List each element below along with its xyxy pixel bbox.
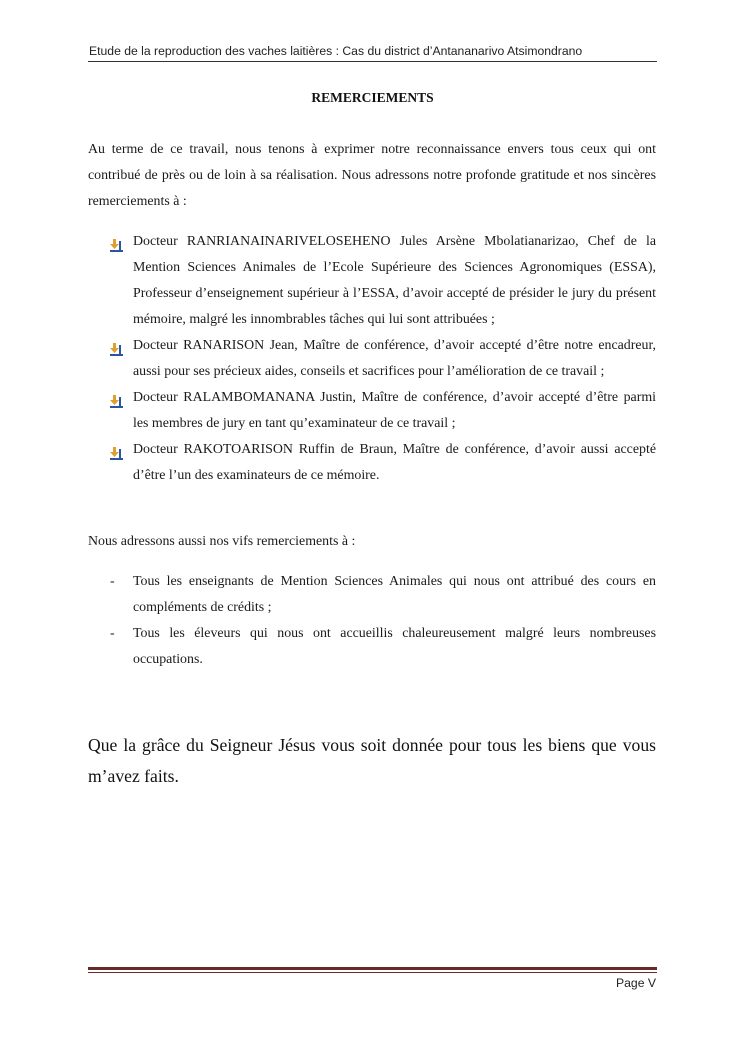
running-header: Etude de la reproduction des vaches laitières : Cas du district d’Antananarivo Atsimondrano [89, 44, 583, 58]
header-rule [88, 61, 657, 62]
footer-rule [88, 967, 657, 970]
footer-rule-thin [88, 972, 657, 973]
closing-blessing: Que la grâce du Seigneur Jésus vous soit donnée pour tous les biens que vous m’avez faits. [88, 735, 656, 786]
list-item [88, 437, 656, 489]
section-title: REMERCIEMENTS [311, 90, 434, 105]
intro-paragraph: Au terme de ce travail, nous tenons à exprimer notre reconnaissance envers tous ceux qui ont contribué de près ou de loin à sa réalisation. Nous adressons notre profonde gratitude et nos sincères remerciements à : [88, 142, 656, 209]
arrow-bullet-icon [110, 392, 124, 405]
others-list [88, 569, 656, 673]
list-item-text: Tous les enseignants de Mention Sciences Animales qui nous ont attribué des cours en compléments de crédits ; [133, 574, 656, 615]
list-item-text: Docteur RALAMBOMANANA Justin, Maître de conférence, d’avoir accepté d’être parmi les membres de jury en tant qu’examinateur de ce travail ; [133, 390, 656, 431]
arrow-bullet-icon [110, 236, 124, 249]
thanks-list [88, 229, 656, 489]
list-item [88, 229, 656, 333]
list-item-text: Docteur RANARISON Jean, Maître de conférence, d’avoir accepté d’être notre encadreur, aussi pour ses précieux aides, conseils et sacrifices pour l’amélioration de ce travail ; [133, 338, 656, 379]
list-item [88, 333, 656, 385]
list-item [88, 385, 656, 437]
list-item-text: Tous les éleveurs qui nous ont accueillis chaleureusement malgré leurs nombreuses occupations. [133, 626, 656, 667]
dash-marker: - [110, 574, 115, 589]
dash-marker: - [110, 626, 115, 641]
list-item [88, 569, 656, 621]
arrow-bullet-icon [110, 444, 124, 457]
page-number: Page V [616, 976, 656, 990]
list-item-text: Docteur RANRIANAINARIVELOSEHENO Jules Arsène Mbolatianarizao, Chef de la Mention Sciences Animales de l’Ecole Supérieure des Sciences Agronomiques (ESSA), Professeur d’enseignement supérieur à l’ESSA, d’avoir accepté de présider le jury du présent mémoire, malgré les innombrables tâches qui lui sont attribuées ; [133, 234, 656, 327]
list-item-text: Docteur RAKOTOARISON Ruffin de Braun, Maître de conférence, d’avoir aussi accepté d’être l’un des examinateurs de ce mémoire. [133, 442, 656, 483]
second-lead-paragraph: Nous adressons aussi nos vifs remerciements à : [88, 534, 356, 549]
list-item [88, 621, 656, 673]
arrow-bullet-icon [110, 340, 124, 353]
